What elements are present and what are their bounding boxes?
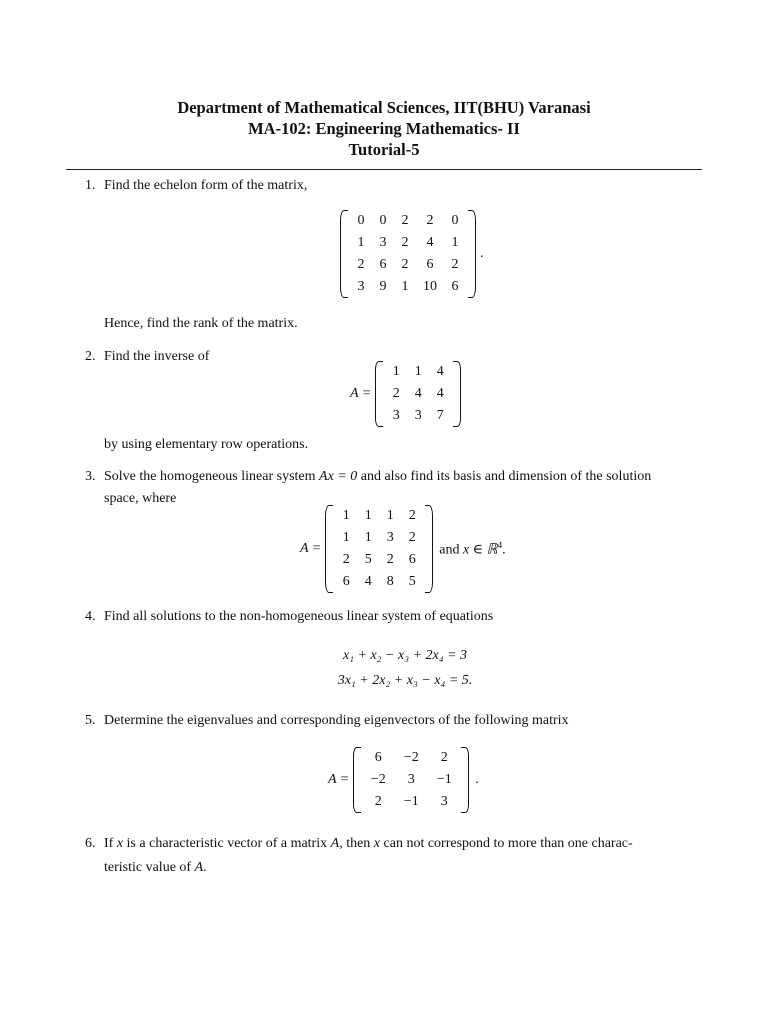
matrix-row xyxy=(335,549,423,571)
q6-text-line2 xyxy=(104,859,207,877)
matrix-cell: 2 xyxy=(426,213,434,228)
q6-math-a1: A xyxy=(330,836,340,851)
q3-number: 3. xyxy=(85,469,96,484)
matrix-cell: 3 xyxy=(407,772,415,787)
q5-matrix-block xyxy=(328,747,479,813)
matrix-cell: −1 xyxy=(403,794,419,809)
matrix-row xyxy=(385,405,451,427)
q4-text: Find all solutions to the non-homogeneous linear system of equations xyxy=(104,609,494,624)
q3-x-in-r: x ∈ ℝ xyxy=(462,542,498,558)
matrix-cell: 4 xyxy=(364,574,372,589)
q2-followup-text: by using elementary row operations. xyxy=(104,437,309,452)
matrix-cell: 2 xyxy=(401,257,409,272)
matrix-cell: −2 xyxy=(403,750,419,765)
matrix-cell: 3 xyxy=(379,235,387,250)
matrix-row xyxy=(350,210,466,232)
matrix-cell: 1 xyxy=(401,279,409,294)
q3-text-a: Solve the homogeneous linear system xyxy=(104,469,320,484)
matrix-row xyxy=(385,361,451,383)
q5-number: 5. xyxy=(85,713,96,728)
matrix-cell: 3 xyxy=(386,530,394,545)
q5-period: . xyxy=(475,772,479,787)
matrix-cell: 1 xyxy=(392,364,400,379)
matrix-cell: 3 xyxy=(440,794,448,809)
q3-text-line1 xyxy=(104,468,651,486)
matrix-cell: 1 xyxy=(364,530,372,545)
matrix-row xyxy=(350,254,466,276)
matrix-cell: 1 xyxy=(414,364,422,379)
document-header xyxy=(0,97,768,160)
q6-math-x2: x xyxy=(373,836,381,851)
matrix-cell: 8 xyxy=(386,574,394,589)
matrix-cell: 2 xyxy=(401,235,409,250)
q3-dimension-sup: 4 xyxy=(497,539,503,550)
header-rule xyxy=(66,169,702,170)
q2-number: 2. xyxy=(85,349,96,364)
q4-equation-1: x₁ + x₂ − x₃ + 2x₄ = 3 xyxy=(342,648,468,663)
q3-text-b: and also find its basis and dimension of the solution xyxy=(357,469,652,484)
q6-part-5: teristic value of xyxy=(104,860,195,875)
q5-text: Determine the eigenvalues and corresponding eigenvectors of the following matrix xyxy=(104,713,569,728)
matrix-cell: 0 xyxy=(379,213,387,228)
matrix-row xyxy=(335,571,423,593)
matrix-cell: 2 xyxy=(386,552,394,567)
matrix-row xyxy=(335,505,423,527)
matrix-cell: 2 xyxy=(440,750,448,765)
q6-part-4: can not correspond to more than one charac- xyxy=(380,836,633,851)
matrix-cell: 4 xyxy=(426,235,434,250)
matrix-cell: 1 xyxy=(342,530,350,545)
matrix-cell: 1 xyxy=(342,508,350,523)
matrix-row xyxy=(363,769,459,791)
q3-math-ax: Ax = 0 xyxy=(319,469,358,484)
matrix-cell: 4 xyxy=(436,364,444,379)
q5-matrix xyxy=(353,747,469,813)
q1-matrix-block xyxy=(340,210,484,298)
matrix-cell: 2 xyxy=(342,552,350,567)
matrix-cell: 1 xyxy=(451,235,459,250)
matrix-cell: 3 xyxy=(357,279,365,294)
q6-text-line1 xyxy=(104,835,633,853)
q6-period: . xyxy=(203,860,207,875)
q6-math-a2: A xyxy=(194,860,204,875)
q1-text: Find the echelon form of the matrix, xyxy=(104,178,308,193)
matrix-cell: 5 xyxy=(364,552,372,567)
matrix-cell: 3 xyxy=(392,408,400,423)
matrix-cell: 10 xyxy=(423,279,437,294)
matrix-row xyxy=(350,232,466,254)
q2-matrix-block xyxy=(350,361,461,427)
matrix-cell: 6 xyxy=(408,552,416,567)
matrix-cell: 6 xyxy=(451,279,459,294)
matrix-cell: −1 xyxy=(436,772,452,787)
matrix-row xyxy=(363,747,459,769)
tutorial-title: Tutorial-5 xyxy=(348,140,420,159)
q2-text: Find the inverse of xyxy=(104,349,210,364)
q5-lhs: A = xyxy=(328,772,350,787)
matrix-cell: 6 xyxy=(426,257,434,272)
matrix-row xyxy=(385,383,451,405)
matrix-cell: 4 xyxy=(436,386,444,401)
q3-period: . xyxy=(502,542,506,558)
q2-lhs: A = xyxy=(350,386,372,401)
q6-number: 6. xyxy=(85,836,96,851)
q3-text-line2: space, where xyxy=(104,491,177,506)
q1-matrix xyxy=(340,210,476,298)
matrix-cell: 7 xyxy=(436,408,444,423)
course-title: MA-102: Engineering Mathematics- II xyxy=(248,119,520,138)
matrix-cell: 2 xyxy=(374,794,382,809)
matrix-cell: 2 xyxy=(401,213,409,228)
matrix-cell: 2 xyxy=(451,257,459,272)
matrix-cell: 9 xyxy=(379,279,387,294)
matrix-cell: 2 xyxy=(357,257,365,272)
q3-domain-note xyxy=(439,540,505,559)
matrix-cell: −2 xyxy=(370,772,386,787)
q2-matrix xyxy=(375,361,461,427)
q3-matrix xyxy=(325,505,433,593)
q6-part-3: , then xyxy=(339,836,374,851)
q6-part-1: If xyxy=(104,836,117,851)
matrix-cell: 2 xyxy=(408,508,416,523)
department-title: Department of Mathematical Sciences, IIT(BHU) Varanasi xyxy=(177,98,591,117)
matrix-cell: 1 xyxy=(364,508,372,523)
matrix-row xyxy=(363,791,459,813)
q6-part-2: is a characteristic vector of a matrix xyxy=(123,836,331,851)
matrix-row xyxy=(335,527,423,549)
matrix-cell: 1 xyxy=(357,235,365,250)
matrix-cell: 4 xyxy=(414,386,422,401)
q3-and: and xyxy=(439,542,463,558)
q3-matrix-block xyxy=(300,505,506,593)
matrix-cell: 5 xyxy=(408,574,416,589)
q3-lhs: A = xyxy=(300,541,322,556)
q4-equation-2: 3x₁ + 2x₂ + x₃ − x₄ = 5. xyxy=(337,673,473,688)
matrix-cell: 3 xyxy=(414,408,422,423)
q1-number: 1. xyxy=(85,178,96,193)
matrix-cell: 0 xyxy=(451,213,459,228)
q1-followup-text: Hence, find the rank of the matrix. xyxy=(104,316,298,331)
matrix-cell: 0 xyxy=(357,213,365,228)
matrix-cell: 6 xyxy=(342,574,350,589)
q1-period: . xyxy=(480,246,484,261)
q6-math-x1: x xyxy=(116,836,124,851)
matrix-cell: 1 xyxy=(386,508,394,523)
matrix-cell: 6 xyxy=(379,257,387,272)
q4-number: 4. xyxy=(85,609,96,624)
matrix-cell: 6 xyxy=(374,750,382,765)
matrix-cell: 2 xyxy=(392,386,400,401)
matrix-row xyxy=(350,276,466,298)
matrix-cell: 2 xyxy=(408,530,416,545)
